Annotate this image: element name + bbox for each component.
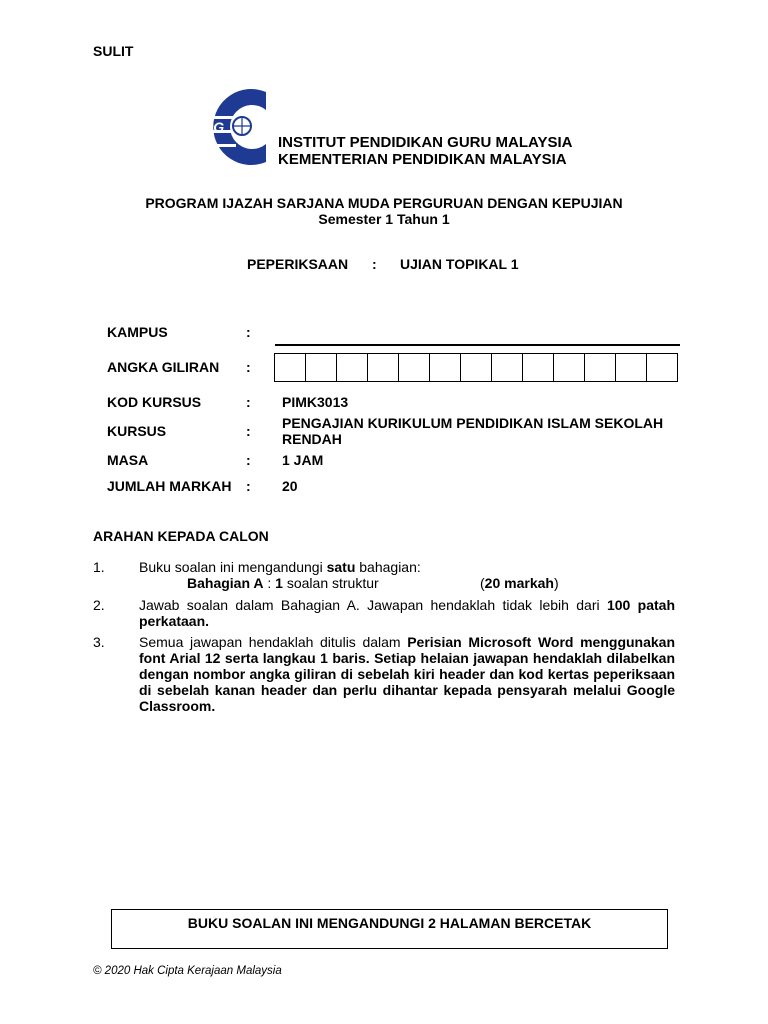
exam-colon: : — [372, 256, 377, 272]
instruction-number-2: 2. — [93, 597, 105, 613]
kampus-label: KAMPUS — [107, 324, 168, 340]
logo-text: IPG — [200, 119, 225, 135]
jumlah-markah-colon: : — [246, 478, 251, 494]
marks-close: ) — [553, 575, 559, 591]
copyright-text: © 2020 Hak Cipta Kerajaan Malaysia — [93, 965, 282, 977]
digit-box[interactable] — [305, 353, 337, 382]
digit-box[interactable] — [553, 353, 585, 382]
institute-name — [278, 134, 572, 168]
section-sep: : — [263, 575, 276, 591]
marks-open: ( — [480, 575, 485, 591]
kursus-label: KURSUS — [107, 423, 167, 439]
kursus-value — [282, 415, 663, 447]
marks-value: 20 markah — [484, 575, 554, 591]
masa-colon: : — [246, 452, 251, 468]
angka-giliran-colon: : — [246, 359, 251, 375]
classification-label: SULIT — [93, 43, 134, 59]
angka-giliran-boxes[interactable] — [275, 353, 678, 382]
digit-box[interactable] — [491, 353, 523, 382]
institute-line-1: INSTITUT PENDIDIKAN GURU MALAYSIA — [278, 134, 573, 151]
digit-box[interactable] — [367, 353, 399, 382]
section-desc — [187, 575, 379, 591]
exam-label: PEPERIKSAAN — [247, 256, 349, 272]
angka-giliran-label: ANGKA GILIRAN — [107, 359, 220, 375]
section-count: 1 — [275, 575, 283, 591]
masa-value: 1 JAM — [282, 452, 324, 468]
instructions-heading: ARAHAN KEPADA CALON — [93, 528, 269, 544]
kursus-colon: : — [246, 423, 251, 439]
instruction-2-text-b: 100 patah perkataan. — [139, 597, 675, 629]
instruction-2-text-a: Jawab soalan dalam Bahagian A. Jawapan hendaklah tidak lebih dari — [139, 597, 607, 613]
instruction-1-line — [139, 559, 675, 575]
section-name: Bahagian A — [187, 575, 264, 591]
section-marks — [480, 575, 559, 591]
instruction-1 — [139, 559, 675, 591]
program-title: PROGRAM IJAZAH SARJANA MUDA PERGURUAN DENGAN KEPUJIAN — [145, 195, 623, 211]
instruction-2 — [139, 597, 675, 629]
digit-box[interactable] — [522, 353, 554, 382]
instruction-1-text-c: bahagian: — [355, 559, 421, 575]
digit-box[interactable] — [460, 353, 492, 382]
kod-kursus-colon: : — [246, 394, 251, 410]
kursus-value-line-1: PENGAJIAN KURIKULUM PENDIDIKAN ISLAM SEKOLAH — [282, 415, 664, 431]
instruction-1-text-a: Buku soalan ini mengandungi — [139, 559, 327, 575]
ipg-logo — [196, 86, 272, 168]
program-block — [0, 195, 768, 227]
instruction-1-section — [139, 575, 675, 591]
instruction-number-1: 1. — [93, 559, 105, 575]
jumlah-markah-label: JUMLAH MARKAH — [107, 478, 232, 494]
jumlah-markah-value: 20 — [282, 478, 298, 494]
kampus-field-line[interactable] — [275, 344, 680, 346]
digit-box[interactable] — [274, 353, 306, 382]
digit-box[interactable] — [584, 353, 616, 382]
kod-kursus-value: PIMK3013 — [282, 394, 349, 410]
section-type: soalan struktur — [282, 575, 379, 591]
instruction-3-text-a: Semua jawapan hendaklah ditulis dalam — [139, 634, 408, 650]
digit-box[interactable] — [615, 353, 647, 382]
kursus-value-line-2: RENDAH — [282, 431, 342, 447]
masa-label: MASA — [107, 452, 149, 468]
instruction-3 — [139, 634, 675, 714]
semester-label: Semester 1 Tahun 1 — [318, 211, 450, 227]
digit-box[interactable] — [398, 353, 430, 382]
kod-kursus-label: KOD KURSUS — [107, 394, 202, 410]
kampus-colon: : — [246, 324, 251, 340]
institute-line-2: KEMENTERIAN PENDIDIKAN MALAYSIA — [278, 151, 567, 168]
digit-box[interactable] — [429, 353, 461, 382]
instruction-1-text-b: satu — [326, 559, 356, 575]
exam-value: UJIAN TOPIKAL 1 — [400, 256, 519, 272]
instruction-number-3: 3. — [93, 634, 105, 650]
digit-box[interactable] — [646, 353, 678, 382]
instruction-3-text-b: Perisian Microsoft Word menggunakan font Arial 12 serta langkau 1 baris. Setiap helaian jawapan hendaklah dilabelkan dengan nombor angka giliran di sebelah kiri header dan kod kertas peperiksaan di sebelah kanan header dan perlu dihantar kepada pensyarah melalui Google Classroom. — [139, 634, 676, 714]
page-count-box: BUKU SOALAN INI MENGANDUNGI 2 HALAMAN BERCETAK — [111, 909, 668, 949]
digit-box[interactable] — [336, 353, 368, 382]
